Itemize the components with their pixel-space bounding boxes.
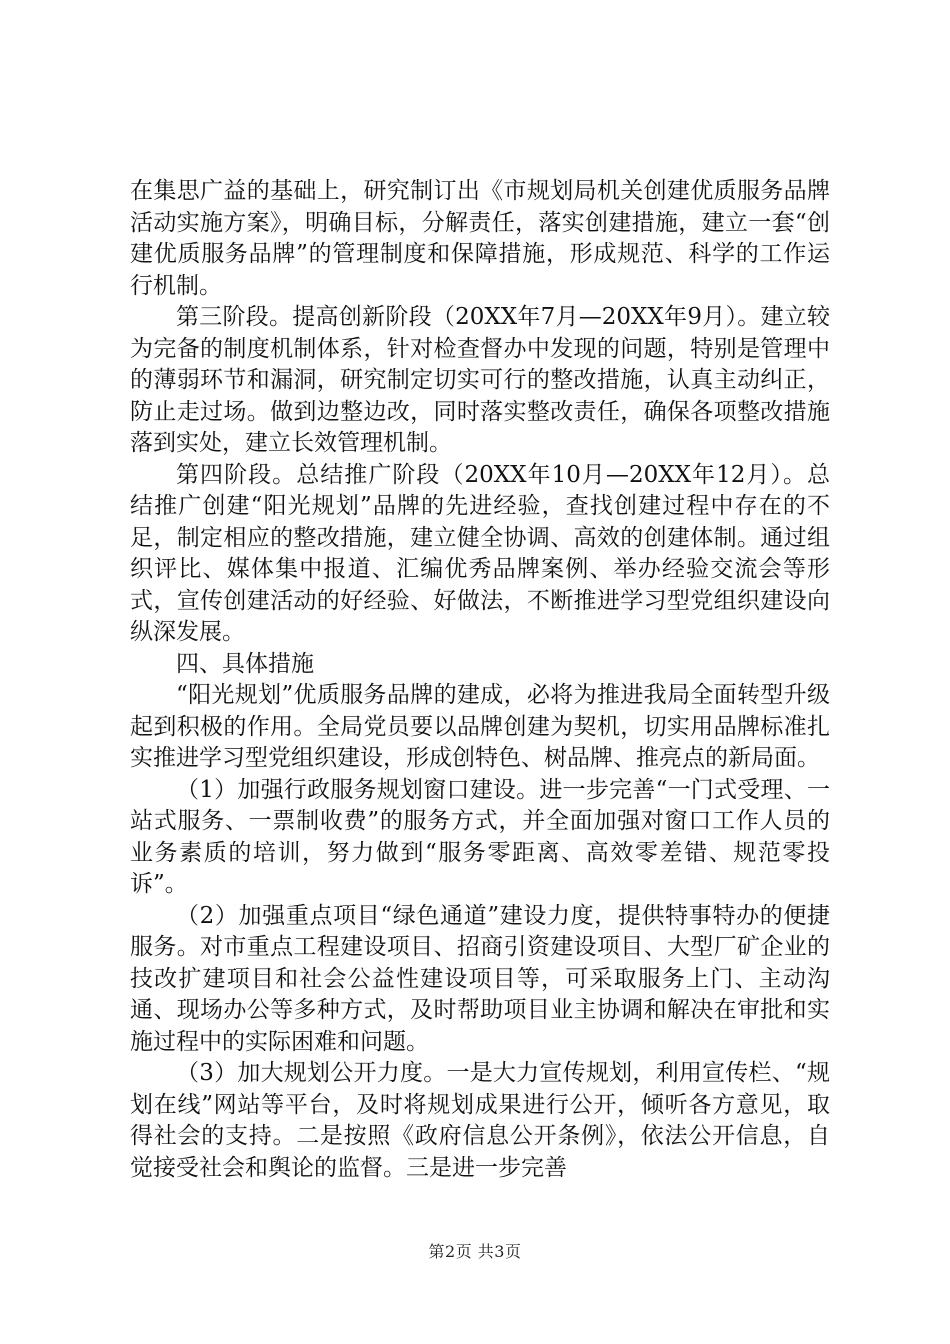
paragraph-measure-1: （1）加强行政服务规划窗口建设。进一步完善“一门式受理、一站式服务、一票制收费”的服务方式，并全面加强对窗口工作人员的业务素质的培训，努力做到“服务零距离、高效零差错、规范零投诉”。	[130, 776, 830, 897]
paragraph-stage-four: 第四阶段。总结推广阶段（20XX年10月—20XX年12月）。总结推广创建“阳光规划”品牌的先进经验，查找创建过程中存在的不足，制定相应的整改措施，建立健全协调、高效的创建体制。通过组织评比、媒体集中报道、汇编优秀品牌案例、举办经验交流会等形式，宣传创建活动的好经验、好做法，不断推进学习型党组织建设向纵深发展。	[130, 461, 830, 645]
document-body	[130, 176, 830, 1184]
paragraph-stage-three: 第三阶段。提高创新阶段（20XX年7月—20XX年9月）。建立较为完备的制度机制体系，针对检查督办中发现的问题，特别是管理中的薄弱环节和漏洞，研究制定切实可行的整改措施，认真主动纠正，防止走过场。做到边整边改，同时落实整改责任，确保各项整改措施落到实处，建立长效管理机制。	[130, 304, 830, 456]
page-number-footer: 第2页 共3页	[428, 1242, 522, 1261]
paragraph-brand-intro: “阳光规划”优质服务品牌的建成，必将为推进我局全面转型升级起到积极的作用。全局党员要以品牌创建为契机，切实用品牌标准扎实推进学习型党组织建设，形成创特色、树品牌、推亮点的新局面。	[130, 682, 830, 771]
paragraph-measure-2: （2）加强重点项目“绿色通道”建设力度，提供特事特办的便捷服务。对市重点工程建设项目、招商引资建设项目、大型厂矿企业的技改扩建项目和社会公益性建设项目等，可采取服务上门、主动沟通、现场办公等多种方式，及时帮助项目业主协调和解决在审批和实施过程中的实际困难和问题。	[130, 902, 830, 1055]
paragraph-continuation: 在集思广益的基础上，研究制订出《市规划局机关创建优质服务品牌活动实施方案》，明确目标，分解责任，落实创建措施，建立一套“创建优质服务品牌”的管理制度和保障措施，形成规范、科学的工作运行机制。	[130, 178, 830, 299]
paragraph-measure-3: （3）加大规划公开力度。一是大力宣传规划，利用宣传栏、“规划在线”网站等平台，及时将规划成果进行公开，倾听各方意见，取得社会的支持。二是按照《政府信息公开条例》，依法公开信息，自觉接受社会和舆论的监督。三是进一步完善	[130, 1060, 830, 1181]
section-heading-measures: 四、具体措施	[176, 650, 314, 677]
